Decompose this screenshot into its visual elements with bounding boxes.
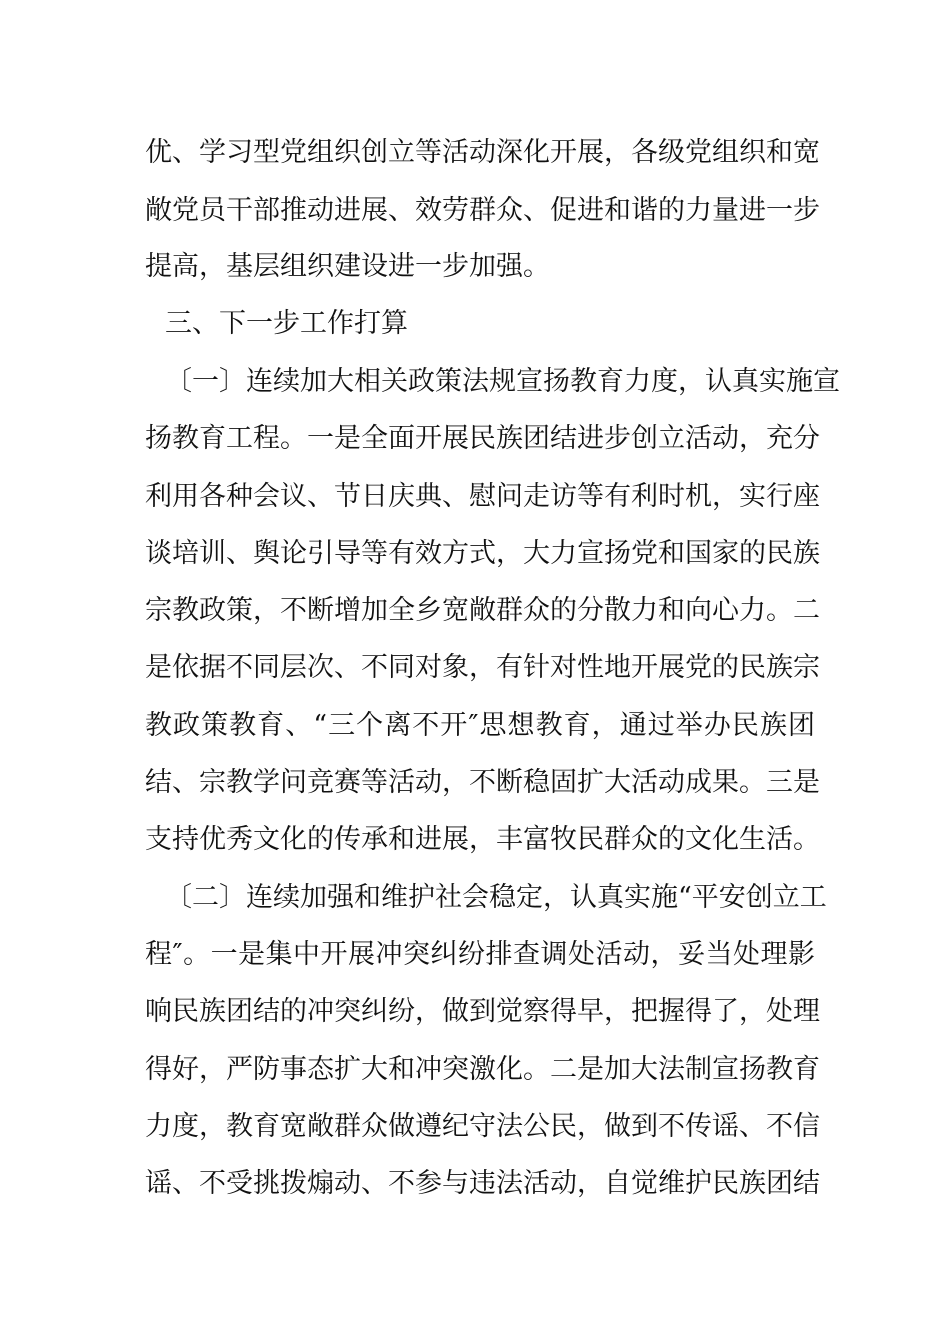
paragraph-line-8: 谈培训、舆论引导等有效方式，大力宣扬党和国家的民族: [145, 538, 820, 569]
paragraph-line-14: 〔二〕连续加强和维护社会稳定，认真实施“平安创立工: [165, 882, 827, 913]
paragraph-line-5: 〔一〕连续加大相关政策法规宣扬教育力度，认真实施宣: [165, 366, 840, 397]
paragraph-line-1: 优、学习型党组织创立等活动深化开展，各级党组织和宽: [145, 137, 820, 168]
paragraph-line-17: 得好，严防事态扩大和冲突激化。二是加大法制宣扬教育: [145, 1054, 820, 1085]
paragraph-line-2: 敞党员干部推动进展、效劳群众、促进和谐的力量进一步: [145, 195, 820, 226]
paragraph-line-16: 响民族团结的冲突纠纷，做到觉察得早，把握得了，处理: [145, 996, 820, 1027]
paragraph-line-18: 力度，教育宽敞群众做遵纪守法公民，做到不传谣、不信: [145, 1111, 820, 1142]
paragraph-line-3: 提高，基层组织建设进一步加强。: [145, 251, 550, 282]
paragraph-line-15: 程″。一是集中开展冲突纠纷排查调处活动，妥当处理影: [145, 939, 815, 970]
section-heading: 三、下一步工作打算: [165, 308, 408, 339]
paragraph-line-6: 扬教育工程。一是全面开展民族团结进步创立活动，充分: [145, 423, 820, 454]
paragraph-line-7: 利用各种会议、节日庆典、慰问走访等有利时机，实行座: [145, 481, 820, 512]
paragraph-line-11: 教政策教育、“三个离不开″思想教育，通过举办民族团: [145, 710, 815, 741]
paragraph-line-10: 是依据不同层次、不同对象，有针对性地开展党的民族宗: [145, 652, 820, 683]
paragraph-line-19: 谣、不受挑拨煽动、不参与违法活动，自觉维护民族团结: [145, 1168, 820, 1199]
paragraph-line-12: 结、宗教学问竞赛等活动，不断稳固扩大活动成果。三是: [145, 767, 820, 798]
paragraph-line-13: 支持优秀文化的传承和进展，丰富牧民群众的文化生活。: [145, 824, 820, 855]
paragraph-line-9: 宗教政策，不断增加全乡宽敞群众的分散力和向心力。二: [145, 595, 820, 626]
